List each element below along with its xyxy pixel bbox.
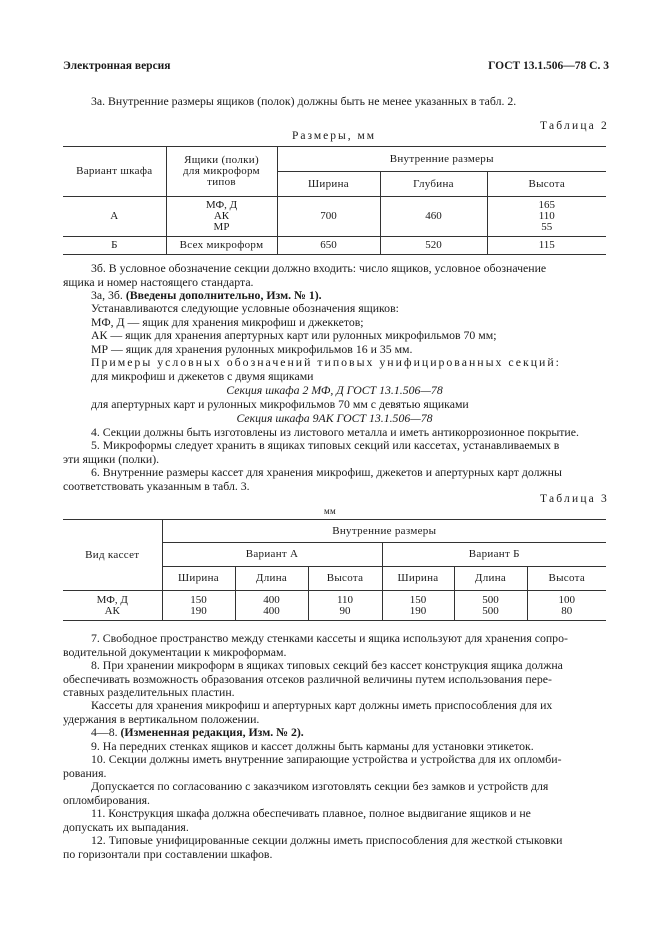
table3-value: 400 [263,593,280,606]
paragraph-line: 11. Конструкция шкафа должна обеспечивать плавное, полное выдвигание ящиков и не [91,806,531,820]
table-row [63,237,606,255]
paragraph-designations: Устанавливаются следующие условные обозначения ящиков: [91,301,399,315]
paragraph-line: 8. При хранении микроформ в ящиках типовых секций без кассет конструкция ящика должна [91,658,563,672]
table3-header-b-height: Высота [527,567,606,591]
paragraph-line: 12. Типовые унифицированные секции должны иметь приспособления для жесткой стыковки [91,833,563,847]
example-2: Секция шкафа 9АК ГОСТ 13.1.506—78 [236,411,433,425]
table2-height: 55 [541,221,553,233]
paragraph-10 [63,753,606,780]
table3-value: 100 [558,593,575,606]
table3-value: 500 [482,604,499,617]
table3-kind: АК [104,604,120,617]
table3-value: 90 [339,604,351,617]
table2-header-inner: Внутренние размеры [277,147,606,172]
paragraph-line: 7. Свободное пространство между стенками кассеты и ящика используют для хранения сопро- [91,631,568,645]
amendment-4-8 [63,726,606,740]
paragraph-4: 4. Секции должны быть изготовлены из листового металла и иметь антикоррозионное покрытие. [91,425,579,439]
paragraph-3b [63,262,606,289]
table3-value: 190 [190,604,207,617]
paragraph-line: по горизонтали при составлении шкафов. [63,846,273,861]
table3-cell-b-length [454,591,527,621]
table3-cell-a-length [235,591,308,621]
table-2 [63,146,606,255]
designation-mfd: МФ, Д — ящик для хранения микрофиш и джеккетов; [91,315,364,329]
paragraph-line: 6. Внутренние размеры кассет для хранения микрофиш, джекетов и апертурных карт должны [91,465,562,479]
header-left: Электронная версия [63,60,171,72]
table-row [63,591,606,621]
table3-cell-kind [63,591,162,621]
table3-header-a-width: Ширина [162,567,235,591]
table2-header-variant: Вариант шкафа [63,147,166,197]
paragraph-8 [63,659,606,700]
paragraph-line: удержания в вертикальном положении. [63,711,260,726]
paragraph-line: эти ящики (полки). [63,451,160,466]
table2-caption: Таблица 2 [540,120,609,132]
table-3 [63,519,606,621]
paragraph-line: 5. Микроформы следует хранить в ящиках типовых секций или кассетах, устанавливаемых в [91,438,560,452]
table2-dimension: Размеры, мм [292,130,377,142]
paragraph-examples: Примеры условных обозначений типовых унифицированных секций: [91,355,561,369]
table3-unit: мм [324,506,336,516]
table3-value: 190 [409,604,427,617]
table2-cell-width: 700 [277,197,380,237]
paragraph-line: соответствовать указанным в табл. 3. [63,478,250,493]
example-1: Секция шкафа 2 МФ, Д ГОСТ 13.1.506—78 [226,383,443,397]
paragraph-7 [63,632,606,659]
table3-header-b-length: Длина [454,567,527,591]
paragraph-line: опломбирования. [63,792,151,807]
paragraph-11 [63,807,606,834]
table2-cell-types [166,197,277,237]
paragraph-line: ставных разделительных пластин. [63,685,235,700]
paragraph-line: обеспечивать возможность образования отсеков различной величины путем использования пере- [63,671,552,686]
designation-ak: АК — ящик для хранения апертурных карт или рулонных микрофильмов 70 мм; [91,328,497,342]
table3-header-b-width: Ширина [382,567,454,591]
table2-cell-heights [487,197,606,237]
table2-cell-width: 650 [277,237,380,255]
table2-height: 110 [538,210,555,222]
table3-header-inner: Внутренние размеры [162,520,606,543]
table2-type: АК [213,210,230,222]
table2-cell-depth: 520 [380,237,487,255]
table2-height: 165 [538,199,555,211]
amendment-prefix: 3а, 3б. [91,288,123,302]
table3-kind: МФ, Д [96,593,128,606]
paragraph-line: рования. [63,765,107,780]
designation-mr: МР — ящик для хранения рулонных микрофильмов 16 и 35 мм. [91,342,413,356]
paragraph-line: допускать их выпадания. [63,819,189,834]
table2-header-depth: Глубина [380,172,487,197]
paragraph-line: водительной документации к микроформам. [63,644,287,659]
paragraph-line: 3б. В условное обозначение секции должно входить: число ящиков, условное обозначение [91,261,547,275]
table2-header-boxes: Ящики (полки) для микроформ типов [166,147,277,197]
header-right: ГОСТ 13.1.506—78 С. 3 [488,60,609,72]
table3-cell-a-width [162,591,235,621]
table2-header-width: Ширина [277,172,380,197]
table3-header-kind: Вид кассет [63,520,162,591]
paragraph-6 [63,466,606,493]
table3-value: 500 [482,593,499,606]
table2-cell-variant: А [63,197,166,237]
table3-cell-b-height [527,591,606,621]
table3-value: 80 [561,604,573,617]
paragraph-line: ящика и номер настоящего стандарта. [63,274,254,289]
paragraph-mf-case: для микрофиш и джекетов с двумя ящиками [91,369,314,383]
paragraph-8b [63,699,606,726]
table3-value: 150 [190,593,207,606]
table3-header-variant-b: Вариант Б [382,543,606,567]
table3-value: 110 [336,593,354,606]
table-row [63,197,606,237]
paragraph-5 [63,439,606,466]
paragraph-line: Кассеты для хранения микрофиш и апертурных карт должны иметь приспособления для их [91,698,553,712]
paragraph-line: Допускается по согласованию с заказчиком изготовлять секции без замков и устройств для [91,779,549,793]
paragraph-line: 10. Секции должны иметь внутренние запирающие устройства и устройства для их опломби- [91,752,562,766]
table3-value: 150 [409,593,427,606]
table3-header-a-length: Длина [235,567,308,591]
table2-header-height: Высота [487,172,606,197]
table3-header-variant-a: Вариант А [162,543,382,567]
table3-cell-b-width [382,591,454,621]
table2-type: МФ, Д [205,199,238,211]
amendment-note: (Введены дополнительно, Изм. № 1). [125,288,322,302]
table2-cell-heights: 115 [487,237,606,255]
table2-type: МР [213,221,230,233]
paragraph-3a: 3а. Внутренние размеры ящиков (полок) должны быть не менее указанных в табл. 2. [91,94,517,108]
paragraph-ak-case: для апертурных карт и рулонных микрофильмов 70 мм с девятью ящиками [91,397,469,411]
paragraph-10b [63,780,606,807]
table2-cell-depth: 460 [380,197,487,237]
paragraph-9: 9. На передних стенках ящиков и кассет должны быть карманы для установки этикеток. [91,739,534,753]
paragraph-12 [63,834,606,861]
table3-header-a-height: Высота [308,567,382,591]
table3-caption: Таблица 3 [540,493,609,505]
table2-cell-variant: Б [63,237,166,255]
amendment-prefix: 4—8. [91,725,118,739]
table3-value: 400 [263,604,280,617]
amendment-note: (Измененная редакция, Изм. № 2). [120,725,304,739]
table3-cell-a-height [308,591,382,621]
table2-cell-types: Всех микроформ [166,237,277,255]
